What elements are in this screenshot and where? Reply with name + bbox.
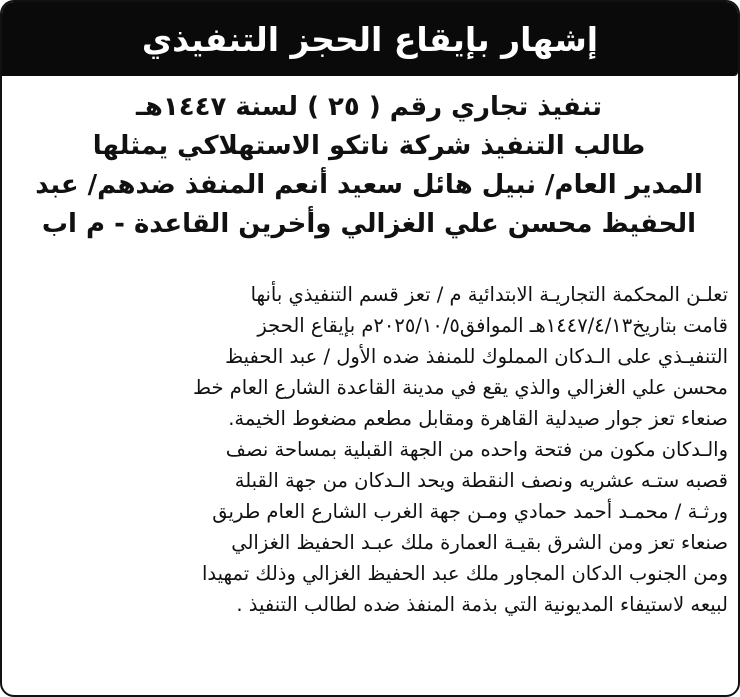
headline-line-applicant: طالب التنفيذ شركة ناتكو الاستهلاكي يمثلها: [92, 131, 646, 161]
title-banner: [2, 2, 738, 76]
body-line: قامت بتاريخ١٤٤٧/٤/١٣هـ الموافق٢٠٢٥/١٠/٥م بإيقاع الحجز: [257, 314, 728, 337]
body-line: والـدكان مكون من فتحة واحده من الجهة القبلية بمساحة نصف: [225, 438, 728, 461]
body-line: صنعاء تعز ومن الشرق بقيـة العمارة ملك عبـد الحفيظ الغزالي: [231, 531, 728, 554]
notice-headline: [10, 88, 728, 244]
notice-title: إشهار بإيقاع الحجز التنفيذي: [141, 19, 599, 59]
headline-line-defendant: الحفيظ محسن علي الغزالي وأخرين القاعدة - م اب: [41, 209, 697, 239]
headline-line-representative: المدير العام/ نبيل هائل سعيد أنعم المنفذ ضدهم/ عبد: [35, 170, 703, 200]
body-line: قصبه ستـه عشريه ونصف النقطة ويحد الـدكان من جهة القبلة: [234, 469, 728, 492]
body-line: تعلـن المحكمة التجاريـة الابتدائية م / تعز قسم التنفيذي بأنها: [250, 283, 728, 306]
body-line: لبيعه لاستيفاء المديونية التي بذمة المنفذ ضده لطالب التنفيذ .: [236, 593, 728, 616]
body-line: محسن علي الغزالي والذي يقع في مدينة القاعدة الشارع العام خط: [192, 376, 728, 399]
notice-body: [10, 279, 728, 620]
body-line: ومن الجنوب الدكان المجاور ملك عبد الحفيظ الغزالي وذلك تمهيدا: [201, 562, 728, 585]
body-line: التنفيـذي على الـدكان المملوك للمنفذ ضده الأول / عبد الحفيظ: [225, 345, 728, 368]
body-line: ورثـة / محمـد أحمد حمادي ومـن جهة الغرب الشارع العام طريق: [212, 500, 728, 523]
body-line: صنعاء تعز جوار صيدلية القاهرة ومقابل مطعم مضغوط الخيمة.: [228, 407, 728, 430]
headline-line-case-number: تنفيذ تجاري رقم ( ٢٥ ) لسنة ١٤٤٧هـ: [135, 92, 603, 122]
